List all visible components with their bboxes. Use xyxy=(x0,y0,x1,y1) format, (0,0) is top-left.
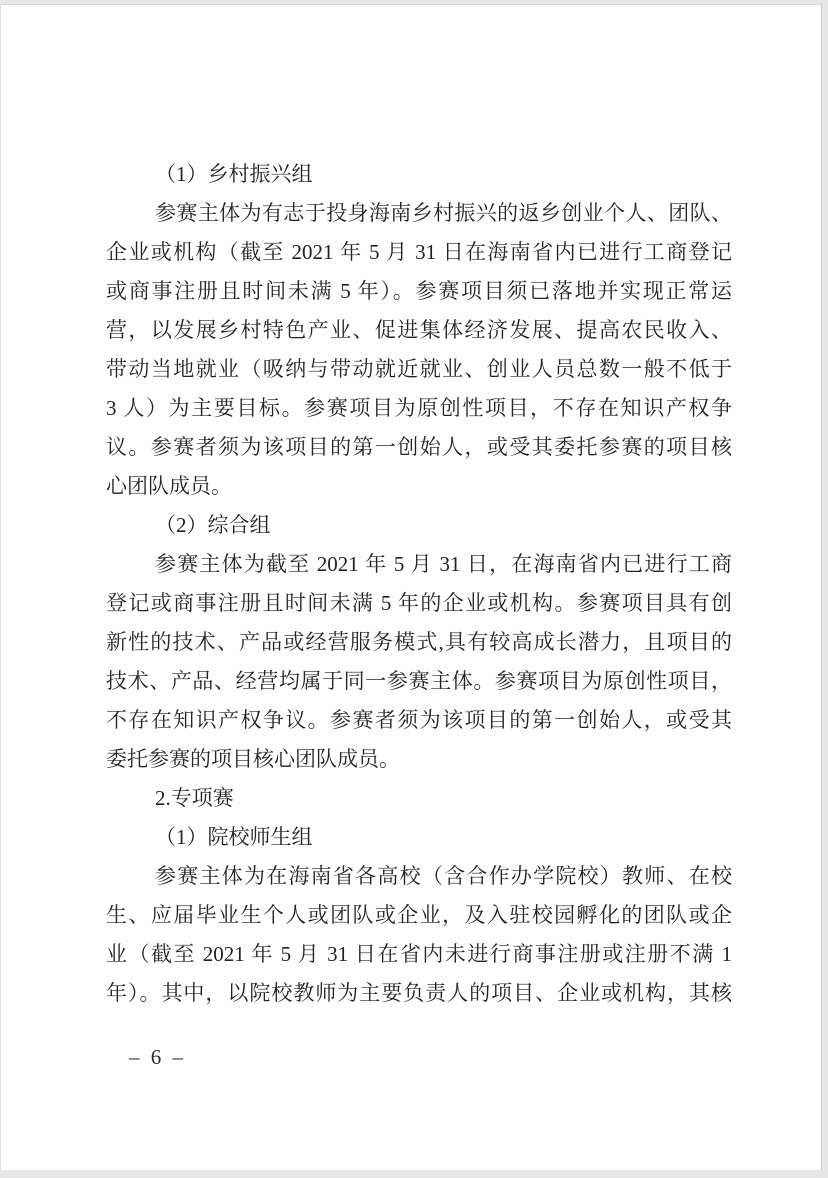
text-line: 3 人）为主要目标。参赛项目为原创性项目，不存在知识产权争 xyxy=(106,396,732,420)
text-line: 或商事注册且时间未满 5 年）。参赛项目须已落地并实现正常运 xyxy=(106,279,732,303)
text-line: 参赛主体为在海南省各高校（含合作办学院校）教师、在校 xyxy=(155,864,732,888)
text-line: 议。参赛者须为该项目的第一创始人，或受其委托参赛的项目核 xyxy=(106,435,732,459)
text-block xyxy=(106,155,732,1077)
section-heading: （1）院校师生组 xyxy=(155,825,313,849)
section-heading: （2）综合组 xyxy=(155,513,271,537)
text-line: 登记或商事注册且时间未满 5 年的企业或机构。参赛项目具有创 xyxy=(106,591,732,615)
text-line: 营，以发展乡村特色产业、促进集体经济发展、提高农民收入、 xyxy=(106,318,732,342)
text-line: 带动当地就业（吸纳与带动就近就业、创业人员总数一般不低于 xyxy=(106,357,732,381)
text-line: 参赛主体为截至 2021 年 5 月 31 日，在海南省内已进行工商 xyxy=(155,552,732,576)
text-line: 技术、产品、经营均属于同一参赛主体。参赛项目为原创性项目， xyxy=(106,669,732,693)
document-page xyxy=(0,4,822,1170)
text-line: 新性的技术、产品或经营服务模式,具有较高成长潜力，且项目的 xyxy=(106,630,732,654)
text-line: 生、应届毕业生个人或团队或企业，及入驻校园孵化的团队或企 xyxy=(106,903,732,927)
text-line: 业（截至 2021 年 5 月 31 日在省内未进行商事注册或注册不满 1 xyxy=(106,942,732,966)
text-line: 委托参赛的项目核心团队成员。 xyxy=(106,747,400,771)
text-line: 参赛主体为有志于投身海南乡村振兴的返乡创业个人、团队、 xyxy=(155,201,732,225)
text-line: 心团队成员。 xyxy=(106,474,232,498)
section-heading: （1）乡村振兴组 xyxy=(155,162,313,186)
text-line: 年）。其中，以院校教师为主要负责人的项目、企业或机构，其核 xyxy=(106,981,732,1005)
page-number: – 6 – xyxy=(129,1045,186,1069)
text-line: 不存在知识产权争议。参赛者须为该项目的第一创始人，或受其 xyxy=(106,708,732,732)
text-line: 企业或机构（截至 2021 年 5 月 31 日在海南省内已进行工商登记 xyxy=(106,240,732,264)
section-heading: 2.专项赛 xyxy=(155,786,234,810)
